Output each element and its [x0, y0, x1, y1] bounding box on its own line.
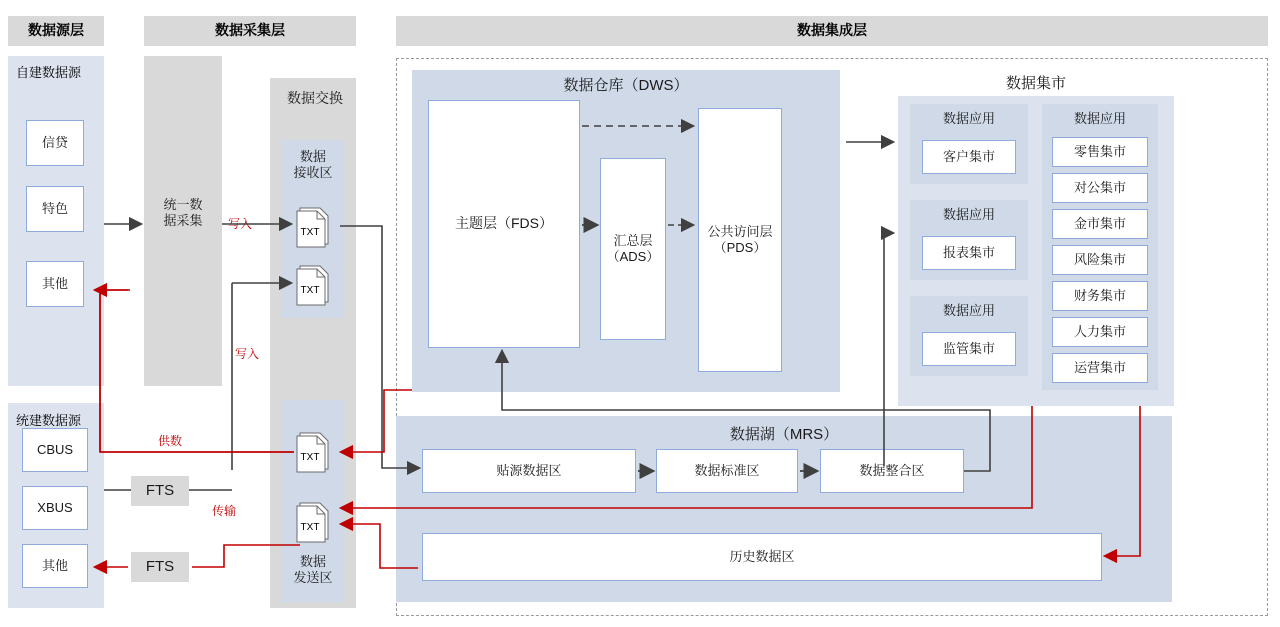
mart-item-customer[interactable]: [922, 140, 1016, 174]
mart-item-operations[interactable]: [1052, 353, 1148, 383]
warehouse-ads-box[interactable]: [600, 158, 666, 340]
source-item-other[interactable]: [26, 261, 84, 307]
fts-box-1-label: FTS: [145, 481, 175, 499]
source-item-xbus[interactable]: [22, 486, 88, 530]
lake-zone-history[interactable]: [422, 533, 1102, 581]
warehouse-ads-line1: 汇总层: [613, 232, 653, 248]
mart-app-group-right-title: 数据应用: [1073, 110, 1126, 126]
header-integration-layer: [396, 16, 1268, 46]
source-item-credit[interactable]: [26, 120, 84, 166]
header-source-layer: [8, 16, 104, 46]
mart-item-report[interactable]: [922, 236, 1016, 270]
source-item-cbus-label: CBUS: [36, 441, 74, 457]
source-item-other2-label: 其他: [41, 557, 68, 573]
mart-item-customer-label: 客户集市: [942, 148, 995, 164]
svg-text:TXT: TXT: [300, 452, 320, 463]
mart-item-goldmarket-label: 金市集市: [1073, 215, 1126, 231]
warehouse-pds-line2: （PDS）: [713, 240, 767, 255]
lake-zone-source-label: 贴源数据区: [496, 462, 562, 478]
mart-item-regulatory-label: 监管集市: [942, 340, 995, 356]
lake-zone-source[interactable]: [422, 449, 636, 493]
mart-item-hr-label: 人力集市: [1073, 323, 1126, 339]
data-exchange-title: 数据交换: [287, 90, 343, 106]
mart-app-group-1-title: 数据应用: [942, 110, 995, 126]
lake-zone-standard-label: 数据标准区: [694, 462, 760, 478]
warehouse-pds-line1: 公共访问层: [707, 223, 773, 239]
source-item-feature[interactable]: [26, 186, 84, 232]
receive-zone-line2: 接收区: [293, 165, 333, 180]
header-source-layer-label: 数据源层: [28, 22, 84, 39]
mart-app-group-3-title: 数据应用: [942, 302, 995, 318]
lake-zone-integration-label: 数据整合区: [859, 462, 925, 478]
mart-item-hr[interactable]: [1052, 317, 1148, 347]
unified-collect-label: [144, 185, 222, 241]
source-item-other-label: 其他: [41, 275, 68, 291]
warehouse-ads-line2: （ADS）: [606, 249, 660, 264]
lake-zone-integration[interactable]: [820, 449, 964, 493]
unified-collect-line1: 统一数: [163, 196, 203, 212]
source-item-other2[interactable]: [22, 544, 88, 588]
header-integration-layer-label: 数据集成层: [797, 22, 867, 39]
mart-item-corporate[interactable]: [1052, 173, 1148, 203]
edge-label-transmit: 传输: [212, 504, 237, 518]
mart-app-group-2-title: 数据应用: [942, 206, 995, 222]
txt-file-icon-4[interactable]: [294, 501, 336, 545]
send-zone-line1: 数据: [299, 553, 326, 569]
edge-label-write-in-1: 写入: [228, 217, 253, 231]
source-item-feature-label: 特色: [41, 200, 68, 216]
fts-box-1[interactable]: [131, 476, 189, 506]
data-warehouse-title: 数据仓库（DWS）: [563, 77, 689, 94]
mart-item-finance-label: 财务集市: [1073, 287, 1126, 303]
svg-text:TXT: TXT: [300, 522, 320, 533]
send-zone-label: [282, 550, 344, 590]
warehouse-pds-box[interactable]: [698, 108, 782, 372]
lake-zone-standard[interactable]: [656, 449, 798, 493]
txt-file-icon-3[interactable]: [294, 431, 336, 475]
unified-collect-line2: 据采集: [163, 213, 203, 228]
send-zone-line2: 发送区: [293, 570, 333, 585]
data-mart-title: 数据集市: [1005, 75, 1066, 92]
receive-zone-line1: 数据: [299, 148, 326, 164]
warehouse-fds-box[interactable]: [428, 100, 580, 348]
edge-label-supply: 供数: [158, 434, 183, 448]
mart-item-regulatory[interactable]: [922, 332, 1016, 366]
unified-source-title: 统建数据源: [16, 413, 82, 428]
header-collect-layer-label: 数据采集层: [215, 22, 285, 39]
txt-file-icon-1[interactable]: [294, 206, 336, 250]
mart-item-report-label: 报表集市: [942, 244, 995, 260]
mart-item-operations-label: 运营集市: [1073, 359, 1126, 375]
fts-box-2-label: FTS: [145, 557, 175, 575]
mart-item-risk-label: 风险集市: [1073, 251, 1126, 267]
fts-box-2[interactable]: [131, 552, 189, 582]
svg-text:TXT: TXT: [300, 285, 320, 296]
mart-item-corporate-label: 对公集市: [1073, 179, 1126, 195]
mart-item-retail[interactable]: [1052, 137, 1148, 167]
data-lake-title: 数据湖（MRS）: [729, 426, 839, 443]
source-item-xbus-label: XBUS: [37, 499, 73, 515]
edge-label-write-in-2: 写入: [235, 347, 260, 361]
lake-zone-history-label: 历史数据区: [729, 548, 795, 564]
mart-item-goldmarket[interactable]: [1052, 209, 1148, 239]
mart-item-risk[interactable]: [1052, 245, 1148, 275]
source-item-cbus[interactable]: [22, 428, 88, 472]
self-built-source-title: 自建数据源: [16, 65, 82, 80]
svg-text:TXT: TXT: [300, 227, 320, 238]
warehouse-fds-label: 主题层（FDS）: [455, 215, 553, 232]
source-item-credit-label: 信贷: [41, 134, 68, 150]
txt-file-icon-2[interactable]: [294, 264, 336, 308]
receive-zone-label: [282, 146, 344, 184]
mart-item-retail-label: 零售集市: [1073, 143, 1126, 159]
mart-item-finance[interactable]: [1052, 281, 1148, 311]
header-collect-layer: [144, 16, 356, 46]
